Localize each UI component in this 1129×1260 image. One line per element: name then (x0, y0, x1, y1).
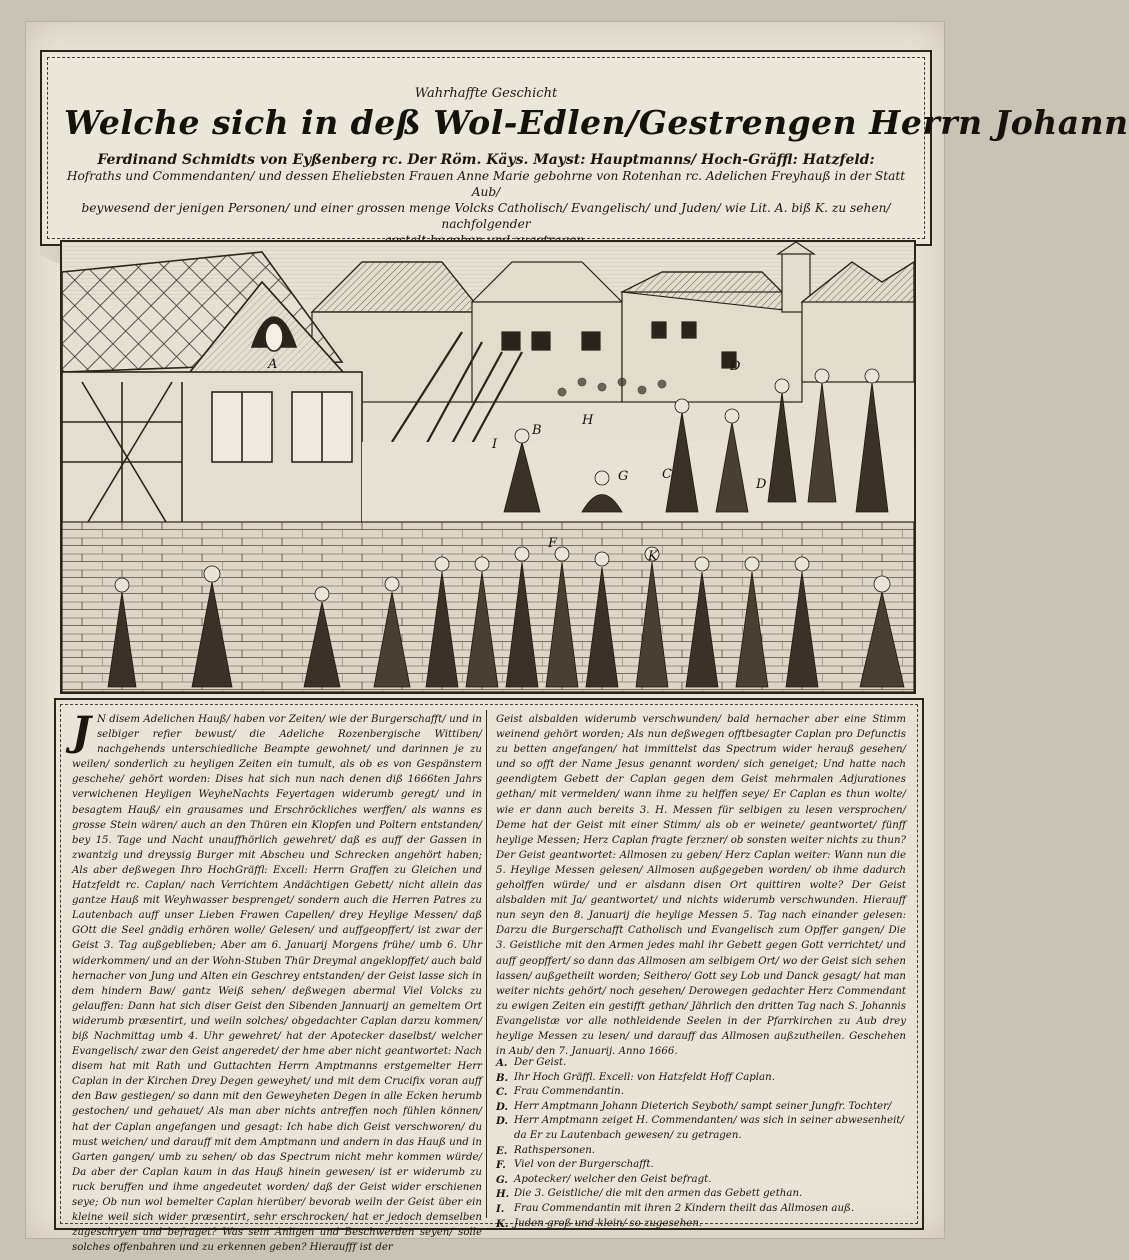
text-column-left (72, 708, 482, 1254)
label-D-top: D (730, 359, 741, 374)
legend-key: F. (496, 1159, 506, 1172)
legend-key: K. (496, 1217, 509, 1230)
label-D-bottom: D (756, 477, 767, 492)
legend-text: Rathspersonen. (514, 1144, 596, 1156)
text-column-right (496, 712, 906, 1058)
legend-key: H. (496, 1188, 510, 1201)
legend-text: Herr Amptmann zeiget H. Commendanten/ was sich in seiner abwesenheit/ da Er zu Lautenbach gewesen/ zu getragen. (514, 1115, 904, 1141)
legend-text: Der Geist. (514, 1057, 567, 1068)
legend-row (496, 1100, 908, 1115)
legend-key: C. (496, 1086, 508, 1099)
label-H: H (582, 413, 594, 428)
legend-text: Apotecker/ welcher den Geist befragt. (514, 1173, 712, 1185)
figure-legend (496, 1056, 908, 1231)
legend-row (496, 1217, 908, 1232)
legend-row (496, 1187, 908, 1202)
legend-row (496, 1158, 908, 1173)
legend-key: G. (496, 1173, 508, 1186)
legend-row (496, 1114, 908, 1143)
title-line-2: Hofraths und Commendanten/ und dessen Eheliebsten Frauen Anne Marie gebohrne von Rotenhan rc. Adelichen Freyhauß in der Statt Aub/ (66, 169, 906, 199)
legend-row (496, 1144, 908, 1159)
title-line-3: beywesend der jenigen Personen/ und einer grossen menge Volcks Catholisch/ Evangelisch/ und Juden/ wie Lit. A. biß K. zu sehen/ nachfolgender (81, 201, 891, 231)
legend-row (496, 1202, 908, 1217)
legend-key: A. (496, 1057, 508, 1069)
legend-key: I. (496, 1202, 505, 1215)
legend-row (496, 1173, 908, 1188)
engraving-scene (62, 242, 914, 692)
title-line-1: Ferdinand Schmidts von Eyßenberg rc. Der Röm. Käys. Mayst: Hauptmanns/ Hoch-Gräffl: Hatzfeld: (97, 152, 875, 168)
right-column-text: Geist alsbalden widerumb verschwunden/ bald hernacher aber eine Stimm weinend gehört worden; Als nun deßwegen offtbesagter Caplan pro Defunctis zu betten angefangen/ hat immittelst das Spectrum wider herauß gesehen/ und so offt der Name Jesus genannt worden/ sich geneiget; Und hatte nach geendigtem Gebett der Caplan gegen dem Geist mehrmalen Adjurationes gethan/ mit vermelden/ wann ihme zu helffen seye/ Er Caplan es thun wolte/ wie er dann auch bereits 3. H. Messen für selbigen zu lesen versprochen/ Deme hat der Geist mit einer Stimm/ als ob er weinete/ geantwortet/ fünff heylige Messen; Herz Caplan fragte ferzner/ ob sonsten weiter nichts zu thun? Der Geist geantwortet: Allmosen zu geben/ Herz Caplan weiter: Wann nun die 5. Heylige Messen gelesen/ Allmosen außgegeben worden/ ob ihme dadurch geholffen würde/ und er alsdann disen Ort quittiren wolte? Der Geist alsbalden mit Ja/ geantwortet/ und nichts widerumb verschwunden. Hierauff nun seyn den 8. Januarij die heylige Messen 5. Tag nach einander gelesen: Darzu die Burgerschafft Catholisch und Evangelisch zum Opffer gangen/ Die 3. Geistliche mit den Armen jedes mahl ihr Gebett gegen Gott verrichtet/ und auff geopffert/ so dann das Allmosen am selbigem Ort/ wo der Geist sich sehen lassen/ außgetheilt worden; Seithero/ Gott sey Lob und Danck gesagt/ hat man weiter nichts gehört/ noch gesehen/ Derowegen gedachter Herz Commendant zu ewigen Zeiten ein gestifft gethan/ Jährlich den dritten Tag nach S. Johannis Evangelistæ vor alle nothleidende Seelen in der Pfarrkirchen zu Aub drey heylige Messen zu lesen/ und darauff das Allmosen außzutheilen. Geschehen in Aub/ den 7. Januarij. Anno 1666. (496, 714, 906, 1058)
title-preamble: Wahrhaffte Geschicht (414, 86, 558, 101)
label-K: K (648, 549, 658, 564)
legend-text: Ihr Hoch Gräffl. Excell: von Hatzfeldt Hoff Caplan. (514, 1071, 775, 1083)
label-G: G (618, 469, 629, 484)
legend-text: Frau Commendantin mit ihren 2 Kindern theilt das Allmosen auß. (514, 1202, 855, 1214)
title-block (40, 50, 1129, 246)
legend-key: E. (496, 1144, 508, 1157)
legend-text: Herr Amptmann Johann Dieterich Seyboth/ sampt seiner Jungfr. Tochter/ (514, 1100, 892, 1112)
legend-row (496, 1056, 908, 1071)
legend-text: Frau Commendantin. (514, 1086, 624, 1098)
legend-key: D. (496, 1115, 509, 1128)
drop-capital: J (72, 708, 91, 755)
broadsheet (26, 22, 1129, 1254)
legend-text: Juden groß und klein/ so zugesehen. (514, 1217, 703, 1229)
title-subtitle (62, 152, 910, 248)
legend-key: B. (496, 1071, 509, 1084)
legend-key: D. (496, 1100, 509, 1113)
legend-text: Die 3. Geistliche/ die mit den armen das Gebett gethan. (514, 1188, 803, 1200)
left-column-text: N disem Adelichen Hauß/ haben vor Zeiten/ wie der Burgerschafft/ und in selbiger refier bewust/ die Adeliche Rozenbergische Wittiben/ nachgehends unterschiedliche Beampte gewohnet/ und darinnen je zu weilen/ sonderlich zu heyligen Zeiten ein tumult, als ob es von Gespänstern geschehe/ gehört worden: Dises hat sich nun nach denen diß 1666ten Jahrs verwichenen Heyligen WeyheNachts Feyertagen widerumb geregt/ und in besagtem Hauß/ ein grausames und Erschröckliches werffen/ als wanns es grosse Stein wären/ auch an den Thüren ein Klopfen und Poltern entstanden/ bey 15. Tage und Nacht unauffhörlich gewehret/ daß es auff der Gassen in zwantzig und dreyssig Burger mit Abscheu und Schrecken angehört haben; Als aber deßwegen Ihro HochGräffl: Excell: Herrn Graffen zu Gleichen und Hatzfeldt rc. Caplan/ nach Verrichtem Andächtigen Gebett/ nicht allein das gantze Hauß mit Weyhwasser besprenget/ sondern auch die Herren Patres zu Lautenbach auff unser Lieben Frawen Capellen/ drey Heylige Messen/ daß GOtt die Seel gnädig erhören wolle/ Gelesen/ und auffgeopffert/ ist zwar der Geist 3. Tag außgeblieben; Aber am 6. Januarij Morgens frühe/ umb 6. Uhr widerkommen/ und an der Wohn-Stuben Thür Dreymal angeklopffet/ auch bald hernacher von Jung und Alten ein Geschrey entstanden/ der Geist lasse sich in dem hindern Baw/ gantz Weiß sehen/ deßwegen abermal Viel Volcks zu gelauffen: Dann hat sich diser Geist den Sibenden Jannuarij an gemeltem Ort widerumb præsentirt, und weiln solches/ obgedachter Caplan darzu kommen/ biß Nachmittag umb 4. Uhr gewehret/ hat der Apotecker daselbst/ welcher Evangelisch/ zwar den Geist angeredet/ der hme aber nicht geantwortet: Nach disem hat mit Rath und Guttachten Herrn Amptmanns erstgemelter Herr Caplan in der Kirchen Drey Degen geweyhet/ und mit dem Crucifix voran auff den Baw gestiegen/ so dann mit den Geweyheten Degen in alle Ecken herumb gestochen/ und gehauet/ Als man aber nichts antreffen noch fühlen können/ hat der Caplan angefangen und gesagt: Ich habe dich Geist verschworen/ du must weichen/ und darauff mit dem Amptmann und andern in das Hauß und in Garten gangen/ umb zu sehen/ ob das Spectrum nicht mehr kommen würde/ Da aber der Caplan kaum in das Hauß hinein gewesen/ ist er widerumb zu ruck beruffen und ihme angedeutet worden/ daß der Geist wider erschienen seye; Ob nun wol bemelter Caplan hierüber/ bevorab weiln der Geist über ein kleine weil sich wider præsentirt, sehr erschrocken/ hat er jedoch demselben zugeschryen und befraget? Was sein Anligen und Beschwerden seyen/ solle solches offenbahren und zu erkennen geben? Hieraufff ist der (72, 714, 482, 1254)
legend-text: Viel von der Burgerschafft. (514, 1159, 654, 1171)
engraving-illustration (60, 240, 916, 694)
title-main: Welche sich in deß Wol-Edlen/Gestrengen Herrn Johann (64, 103, 1129, 142)
label-F: F (548, 536, 558, 551)
text-block (54, 698, 924, 1254)
legend-row (496, 1071, 908, 1086)
legend-row (496, 1085, 908, 1100)
column-divider (486, 710, 487, 1218)
label-C: C (662, 467, 672, 482)
label-I: I (492, 437, 498, 452)
label-B: B (532, 423, 542, 438)
label-A: A (268, 357, 278, 372)
